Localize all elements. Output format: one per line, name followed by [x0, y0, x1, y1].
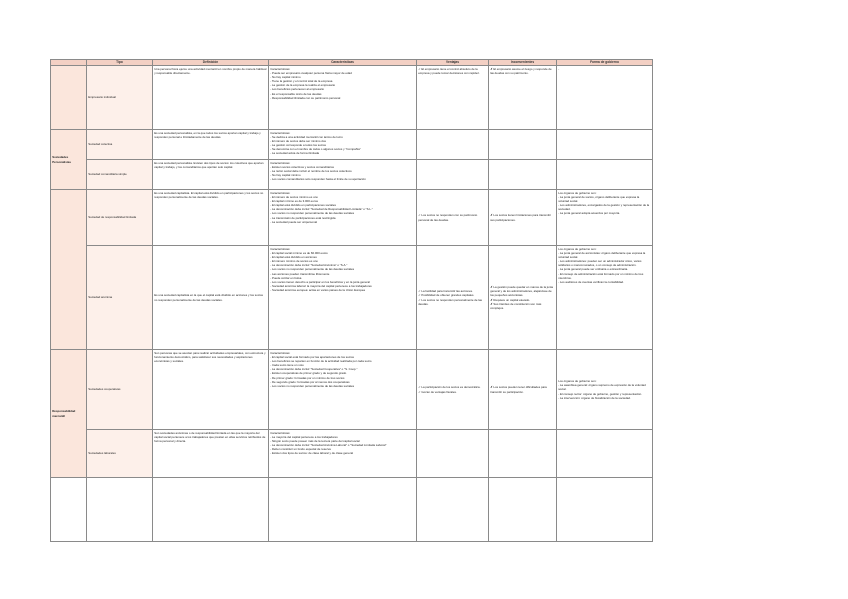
text-line: ✗ Sus trámites de constitución son más complejos.: [490, 301, 542, 310]
advantages-cell: [417, 246, 489, 350]
governance-cell: [557, 160, 653, 190]
characteristics-cell: [269, 350, 417, 430]
characteristic-line: Características:: [270, 351, 291, 355]
characteristic-line: - Sociedad anónima europea: actúa en varios países de la Unión Europea: [270, 287, 365, 292]
table-row: [51, 478, 653, 542]
characteristic-line: - Es el responsable único de las deudas: [270, 91, 322, 96]
characteristic-line: - No hay capital mínimo: [270, 173, 301, 178]
table-row: [51, 350, 653, 430]
characteristic-line: - El capital social está formado por las aportaciones de los socios: [270, 355, 354, 360]
characteristic-line: - Los socios no responden personalmente de las deudas sociales: [270, 267, 355, 272]
characteristic-line: Características:: [270, 131, 291, 135]
characteristic-line: - La gestión corresponde a todos los socios: [270, 143, 326, 148]
table-row: [51, 190, 653, 246]
characteristic-line: - La sociedad actúa de forma ilimitada: [270, 151, 320, 156]
category-cell: Responsabilidad mercantil: [51, 350, 87, 478]
definition-cell: Es una sociedad personalista. Existen dos tipos de socios: los colectivos que aportan capital y trabajo, y los comanditarios que aportan solo capital.: [153, 160, 269, 190]
characteristic-line: Características:: [270, 247, 291, 251]
text-line: ✓ La facilidad para transmitir las acciones.: [418, 289, 473, 294]
characteristics-cell: [269, 190, 417, 246]
characteristics-cell: [269, 160, 417, 190]
text-line: - El consejo de administración está formado por un mínimo de tres miembros.: [558, 271, 644, 280]
table-row: [51, 246, 653, 350]
characteristic-line: - Existen socios colectivos y socios comanditarios: [270, 165, 334, 170]
governance-cell: [557, 430, 653, 478]
disadvantages-cell: [489, 246, 557, 350]
text-line: - La junta general adopta acuerdos por mayoría.: [558, 211, 621, 216]
definition-cell: Son personas que se asocian para realizar actividades empresariales, con estructura y funcionamiento democrático, para satisfacer sus necesidades y aspiraciones económicas y sociales.: [153, 350, 269, 430]
type-cell: Sociedades laborales: [87, 430, 153, 478]
advantages-cell: [417, 130, 489, 160]
characteristic-line: - Se dedica a una actividad mercantil con ánimo de lucro: [270, 135, 343, 140]
characteristics-cell: [269, 246, 417, 350]
type-cell: Sociedades cooperativas: [87, 350, 153, 430]
text-line: ✓ La participación de los socios es democrática.: [418, 385, 481, 390]
definition-cell: Es una sociedad capitalista en la que el capital está dividido en acciones y los socios no responden personalmente de las deudas sociales.: [153, 246, 269, 350]
characteristic-line: Características:: [270, 431, 291, 435]
characteristic-line: - No hay capital mínimo: [270, 75, 301, 80]
category-cell: [51, 190, 87, 350]
governance-cell: -: [557, 66, 653, 130]
empty-cell: [153, 478, 269, 542]
disadvantages-cell: [489, 160, 557, 190]
table-row: [51, 430, 653, 478]
type-cell: Sociedad comanditaria simple: [87, 160, 153, 190]
characteristic-line: - Cada socio tiene un voto: [270, 363, 304, 368]
text-line: - Los auditores de cuentas verifican la contabilidad.: [558, 279, 624, 284]
characteristic-line: - Ningún socio puede poseer más de la tercera parte del capital social: [270, 439, 360, 444]
empty-cell: [489, 478, 557, 542]
text-line: - La junta general puede ser ordinaria o extraordinaria.: [558, 267, 629, 272]
category-cell: Sociedades Personalistas: [51, 130, 87, 190]
text-line: ✓ Gozan de ventajas fiscales.: [418, 389, 457, 394]
characteristic-line: - La transmisión de participaciones está restringida: [270, 215, 336, 220]
characteristic-line: Características:: [270, 191, 291, 195]
disadvantages-cell: ✗ Los socios pueden tener dificultades para transmitir su participación.: [489, 350, 557, 430]
advantages-cell: ✓ Los socios no responden con su patrimonio personal de las deudas.: [417, 190, 489, 246]
disadvantages-cell: ✗ El empresario asume el riesgo y responde de las deudas con su patrimonio.: [489, 66, 557, 130]
characteristic-line: - Existen cooperativas de primer grado y de segundo grado: [270, 371, 347, 376]
definition-cell: Una persona física ejerce una actividad mercantil en nombre propio de manera habitual y responsable directamente.: [153, 66, 269, 130]
advantages-cell: [417, 430, 489, 478]
text-line: Los órganos de gobierno son:: [558, 247, 597, 251]
characteristic-line: - El capital mínimo es de 3.000 euros: [270, 199, 318, 204]
characteristic-line: Características:: [270, 161, 291, 165]
characteristic-line: - El capital social mínimo es de 60.000 euros: [270, 251, 328, 256]
characteristic-line: - Existen dos tipos de socios: de clase laboral y de clase general: [270, 451, 353, 456]
advantages-cell: ✓ El empresario tiene el control absoluto de la empresa y puede tomar decisiones con rapidez.: [417, 66, 489, 130]
text-line: ✓ Los socios no responden personalmente de las deudas.: [418, 297, 482, 306]
characteristic-line: - Deben constituir un fondo especial de reserva: [270, 447, 331, 452]
header-tipo: Tipo: [87, 60, 153, 66]
text-line: - El consejo rector: órgano de gobierno, gestión y representación.: [558, 391, 643, 396]
empty-cell: [87, 478, 153, 542]
characteristic-line: - Los socios no responden personalmente de las deudas sociales: [270, 211, 355, 216]
table-row: [51, 66, 653, 130]
table-row: [51, 160, 653, 190]
characteristic-line: - Se denomina con el nombre de todos o algunos socios y "Compañía": [270, 147, 361, 152]
type-cell: Empresario individual: [87, 66, 153, 130]
characteristic-line: - Responsabilidad ilimitada con su patrimonio personal: [270, 95, 341, 100]
type-cell: Sociedad de responsabilidad limitada: [87, 190, 153, 246]
type-cell: Sociedad colectiva: [87, 130, 153, 160]
characteristic-line: - La denominación debe incluir "Sociedad de Responsabilidad Limitada" o "S.L.": [270, 207, 373, 212]
characteristic-line: - El número de socios mínimo es uno: [270, 195, 318, 200]
header-caracteristicas: Características: [269, 60, 417, 66]
definition-cell: Es una sociedad capitalista. El capital está dividido en participaciones y los socios no responden personalmente de las deudas sociales.: [153, 190, 269, 246]
characteristic-line: - La razón social debe incluir el nombre de los socios colectivos: [270, 169, 352, 174]
empty-cell: [417, 478, 489, 542]
text-line: ✓ Posibilidad de obtener grandes capitales.: [418, 293, 475, 298]
text-line: - La junta general de socios, órgano deliberante que expresa la voluntad social.: [558, 195, 640, 204]
characteristic-line: - La mayoría del capital pertenece a los trabajadores: [270, 435, 338, 440]
text-line: - La junta general de accionistas: órgano deliberante que expresa la voluntad social.: [558, 251, 646, 260]
characteristic-line: - Los beneficios se reparten en función de la actividad realizada por cada socio: [270, 359, 372, 364]
header-ventajas: Ventajas: [417, 60, 489, 66]
empty-cell: [269, 478, 417, 542]
characteristic-line: - La denominación debe incluir "Sociedad Cooperativa" o "S. Coop.": [270, 367, 358, 372]
category-cell: [51, 66, 87, 130]
table-row: [51, 130, 653, 160]
advantages-cell: [417, 160, 489, 190]
governance-cell: [557, 130, 653, 160]
characteristic-line: - Sociedad anónima laboral: la mayoría del capital pertenece a los trabajadores: [270, 283, 372, 288]
characteristic-line: - El número mínimo de socios es uno: [270, 259, 318, 264]
governance-cell: [557, 350, 653, 430]
definition-cell: Es una sociedad personalista, en la que todos los socios aportan capital y trabajo y responden personal e ilimitadamente de las deudas.: [153, 130, 269, 160]
characteristic-line: - La sociedad puede ser unipersonal: [270, 219, 317, 224]
type-cell: Sociedad anónima: [87, 246, 153, 350]
characteristics-cell: [269, 430, 417, 478]
governance-cell: [557, 246, 653, 350]
characteristic-line: - Las acciones pueden transmitirse libremente: [270, 271, 330, 276]
characteristic-line: - El capital está dividido en participaciones sociales: [270, 203, 336, 208]
characteristics-cell: [269, 66, 417, 130]
company-types-table: [50, 59, 653, 542]
header-definicion: Definición: [153, 60, 269, 66]
text-line: - Los administradores: pueden ser un administrador único, varios solidarios o mancomunados, o un consejo de administración.: [558, 259, 642, 268]
characteristic-line: - Puede ser empresario cualquier persona física mayor de edad: [270, 71, 352, 76]
characteristic-line: - De segundo grado: formadas por al menos dos cooperativas: [270, 379, 350, 384]
characteristic-line: - Puede cotizar en bolsa: [270, 275, 302, 280]
text-line: Los órganos de gobierno son:: [558, 379, 597, 384]
characteristic-line: - Tiene la gestión y el control total de la empresa: [270, 79, 333, 84]
empty-cell: [51, 478, 87, 542]
characteristic-line: - La denominación debe incluir "Sociedad Anónima Laboral" o "Sociedad Limitada Laboral": [270, 443, 387, 448]
text-line: - La intervención: órgano de fiscalización de la sociedad.: [558, 395, 631, 400]
characteristic-line: - La denominación debe incluir "Sociedad Anónima" o "S.A.": [270, 263, 348, 268]
disadvantages-cell: [489, 130, 557, 160]
characteristic-line: Características:: [270, 67, 291, 71]
characteristic-line: - La gestión de la empresa la realiza el empresario: [270, 83, 336, 88]
characteristics-cell: [269, 130, 417, 160]
disadvantages-cell: [489, 430, 557, 478]
text-line: Los órganos de gobierno son:: [558, 191, 597, 195]
header-forma-gobierno: Forma de gobierno: [557, 60, 653, 66]
governance-cell: [557, 190, 653, 246]
text-line: ✗ Requiere un capital elevado.: [490, 297, 531, 302]
text-line: ✗ La gestión puede quedar en manos de la junta general y de los administradores, alejándose de los pequeños accionistas.: [490, 285, 554, 298]
characteristic-line: - De primer grado: formadas por un mínimo de tres socios: [270, 375, 345, 380]
text-line: - Los administradores, encargados de la gestión y representación de la sociedad.: [558, 203, 650, 212]
empty-cell: [557, 478, 653, 542]
characteristic-line: - Los beneficios pertenecen al empresario: [270, 87, 325, 92]
disadvantages-cell: ✗ Los socios tienen limitaciones para transmitir sus participaciones.: [489, 190, 557, 246]
advantages-cell: [417, 350, 489, 430]
characteristic-line: - Los socios no responden personalmente de las deudas sociales: [270, 383, 355, 388]
characteristic-line: - Los socios tienen derecho a participar en los beneficios y en la junta general: [270, 279, 370, 284]
text-line: - La asamblea general: órgano supremo de expresión de la voluntad social.: [558, 383, 646, 392]
characteristic-line: - El número de socios debe ser mínimo dos: [270, 139, 326, 144]
characteristic-line: - Los socios comanditarios solo responden hasta el límite de su aportación: [270, 177, 366, 182]
characteristic-line: - El capital está dividido en acciones: [270, 255, 317, 260]
header-inconvenientes: Inconvenientes: [489, 60, 557, 66]
definition-cell: Son sociedades anónimas o de responsabilidad limitada en las que la mayoría del capital social pertenece a los trabajadores que prestan en ellas servicios retribuidos de forma personal y directa.: [153, 430, 269, 478]
